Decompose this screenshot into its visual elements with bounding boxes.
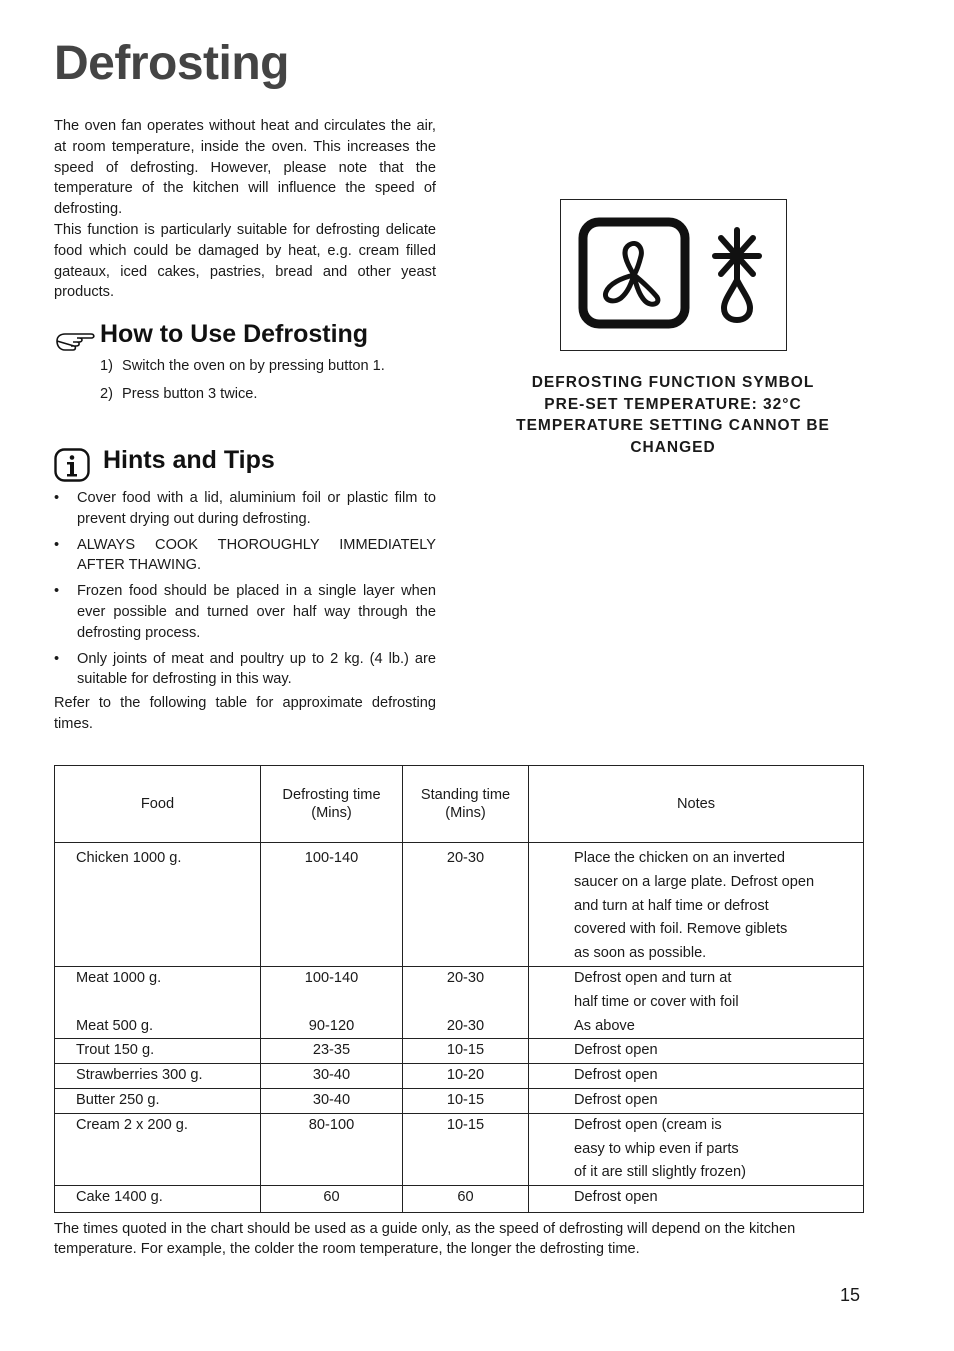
hints-heading: Hints and Tips (103, 446, 275, 474)
note-line: covered with foil. Remove giblets (574, 921, 788, 938)
defrost-time: 80-100 (308, 1116, 355, 1133)
standing-time: 20-30 (446, 850, 485, 866)
step-text: Press button 3 twice. (122, 386, 258, 402)
tip-text: ALWAYS COOK THOROUGHLY IMMEDIATELY AFTER THAWING. (77, 536, 436, 574)
defrost-symbol-box (560, 199, 787, 351)
note-line: and turn at half time or defrost (574, 897, 769, 914)
header-line: (Mins) (311, 805, 352, 821)
cell-defrost (261, 1186, 403, 1213)
table-row (55, 1088, 864, 1113)
header-line: Defrosting time (282, 787, 381, 803)
caption-line: TEMPERATURE SETTING CANNOT BE (516, 417, 830, 434)
note-line: Defrost open (574, 1067, 658, 1084)
cell-defrost (261, 1088, 403, 1113)
defrost-time: 23-35 (312, 1042, 351, 1059)
cell-standing (403, 1186, 529, 1213)
cell-defrost (261, 1113, 403, 1185)
step-number: 2) (100, 386, 113, 402)
bullet: • (54, 536, 60, 553)
bullet: • (54, 490, 60, 506)
cell-food (55, 1088, 261, 1113)
cell-defrost (261, 966, 403, 1038)
table-row (55, 1186, 864, 1213)
howto-heading: How to Use Defrosting (100, 320, 369, 348)
cell-standing (403, 1064, 529, 1089)
cell-notes (529, 1113, 864, 1185)
list-item (54, 649, 436, 691)
symbol-caption (500, 372, 846, 458)
tip-text: Cover food with a lid, aluminium foil or plastic film to prevent drying out during defrosting. (77, 490, 436, 527)
note-line: easy to whip even if parts (574, 1140, 739, 1157)
cell-notes (529, 1064, 864, 1089)
note-line: saucer on a large plate. Defrost open (574, 873, 815, 890)
cell-food (55, 843, 261, 967)
cell-food (55, 1113, 261, 1185)
defrost-time: 100-140 (304, 850, 359, 866)
food-name: Butter 250 g. (76, 1091, 160, 1108)
food-name: Cake 1400 g. (76, 1189, 163, 1206)
step-item (100, 358, 385, 386)
cell-food (55, 1064, 261, 1089)
snowflake-drop-icon (715, 230, 759, 320)
cell-defrost (261, 843, 403, 967)
cell-defrost (261, 1039, 403, 1064)
note-line: Defrost open (574, 1042, 658, 1059)
food-name: Trout 150 g. (76, 1042, 155, 1059)
defrost-time: 90-120 (308, 1017, 355, 1034)
cell-food (55, 1039, 261, 1064)
table-header-row (55, 766, 864, 843)
header-defrosting-time (261, 766, 403, 843)
step-item (100, 386, 385, 414)
defrost-time: 60 (323, 1189, 340, 1206)
header-notes: Notes (529, 766, 864, 843)
cell-standing (403, 843, 529, 967)
header-line: (Mins) (445, 805, 486, 821)
note-line: Defrost open (cream is (574, 1116, 722, 1133)
header-standing-time (403, 766, 529, 843)
note-line: of it are still slightly frozen) (574, 1164, 746, 1181)
list-item (54, 488, 436, 530)
note-line: Place the chicken on an inverted (574, 850, 785, 866)
step-number: 1) (100, 358, 113, 374)
food-name: Chicken 1000 g. (76, 850, 182, 866)
list-item (54, 581, 436, 643)
defrost-time: 100-140 (304, 969, 359, 986)
caption-line: CHANGED (630, 438, 716, 456)
note-line: Defrost open (574, 1189, 658, 1206)
standing-time: 10-15 (446, 1116, 485, 1133)
note-line: As above (574, 1017, 635, 1034)
standing-time: 10-20 (446, 1067, 485, 1084)
note-line: as soon as possible. (574, 945, 707, 962)
standing-time: 20-30 (446, 1017, 485, 1034)
cell-food (55, 1186, 261, 1213)
caption-line: PRE-SET TEMPERATURE: 32°C (544, 395, 802, 413)
intro-paragraph-1: The oven fan operates without heat and circulates the air, at room temperature, inside the oven. This increases the speed of defrosting. However, please note that the temperature of the kitchen will influence the speed of defrosting. (54, 118, 436, 218)
tip-text: Only joints of meat and poultry up to 2 kg. (4 lb.) are suitable for defrosting in this way. (77, 650, 436, 688)
defrost-time: 30-40 (312, 1091, 351, 1108)
table-footnote: The times quoted in the chart should be used as a guide only, as the speed of defrosting will depend on the kitchen temperature. For example, the colder the room temperature, the longer the defrosting time. (54, 1221, 796, 1257)
cell-notes (529, 966, 864, 1038)
cell-standing (403, 1039, 529, 1064)
table-row (55, 1064, 864, 1089)
intro-paragraph-2: This function is particularly suitable for defrosting delicate food which could be damaged by heat, e.g. cream filled gateaux, iced cakes, pastries, bread and other yeast products. (54, 221, 436, 301)
table-row (55, 966, 864, 1038)
header-food: Food (55, 766, 261, 843)
page-title: Defrosting (54, 37, 289, 90)
list-item (54, 535, 436, 577)
cell-standing (403, 966, 529, 1038)
header-line: Standing time (420, 787, 511, 803)
food-name: Meat 500 g. (76, 1017, 154, 1034)
pointing-hand-icon (55, 328, 97, 352)
note-line: half time or cover with foil (574, 993, 739, 1010)
food-name: Strawberries 300 g. (76, 1067, 203, 1084)
fan-icon (583, 222, 685, 324)
cell-notes (529, 843, 864, 967)
standing-time: 10-15 (446, 1042, 485, 1059)
bullet: • (54, 650, 60, 667)
defrosting-table (54, 765, 864, 1213)
cell-notes (529, 1088, 864, 1113)
table-row (55, 843, 864, 967)
bullet: • (54, 583, 60, 600)
food-name: Meat 1000 g. (76, 969, 162, 986)
standing-time: 20-30 (446, 969, 485, 986)
step-text: Switch the oven on by pressing button 1. (122, 358, 385, 374)
standing-time: 10-15 (446, 1091, 485, 1108)
note-line: Defrost open and turn at (574, 969, 732, 986)
cell-notes (529, 1186, 864, 1213)
cell-defrost (261, 1064, 403, 1089)
note-line: Defrost open (574, 1091, 658, 1108)
page-number: 15 (840, 1285, 861, 1305)
table-reference-text: Refer to the following table for approximate defrosting times. (54, 695, 436, 732)
cell-food (55, 966, 261, 1038)
food-name: Cream 2 x 200 g. (76, 1116, 188, 1133)
tip-text: Frozen food should be placed in a single layer when ever possible and turned over half way through the defrosting process. (77, 583, 436, 641)
hints-list (54, 488, 436, 695)
cell-standing (403, 1088, 529, 1113)
caption-line: DEFROSTING FUNCTION SYMBOL (531, 374, 815, 391)
standing-time: 60 (457, 1189, 474, 1206)
info-icon (54, 448, 90, 482)
table-row (55, 1039, 864, 1064)
intro-text (54, 116, 436, 303)
cell-notes (529, 1039, 864, 1064)
defrost-time: 30-40 (312, 1067, 351, 1084)
howto-steps (100, 358, 385, 414)
cell-standing (403, 1113, 529, 1185)
defrost-symbol (561, 200, 786, 350)
table-row (55, 1113, 864, 1185)
